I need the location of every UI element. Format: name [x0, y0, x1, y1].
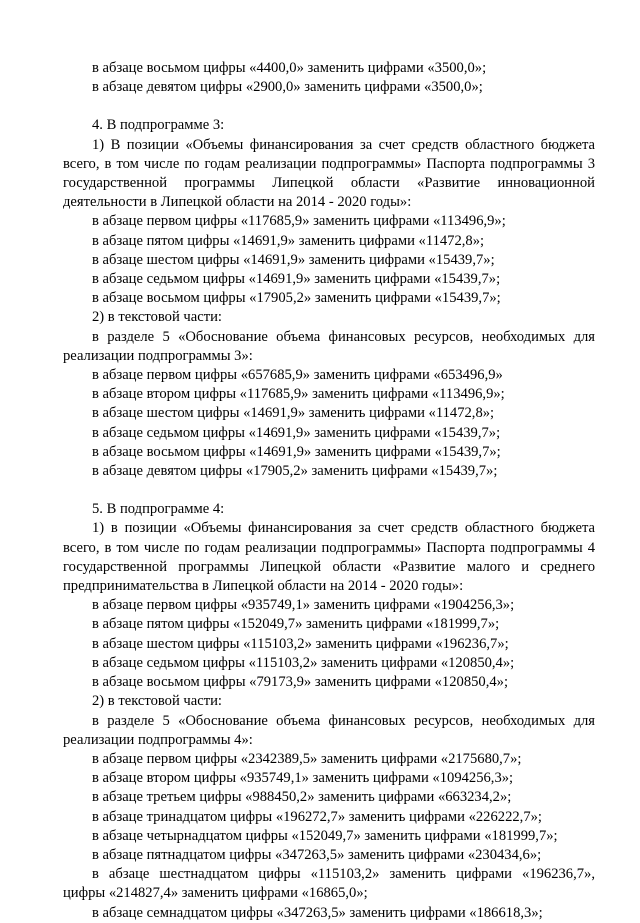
text-line: в абзаце пятом цифры «14691,9» заменить цифрами «11472,8»;: [92, 232, 485, 249]
text-line: в абзаце шестом цифры «14691,9» заменить цифрами «11472,8»;: [92, 405, 495, 422]
text-line: в абзаце семнадцатом цифры «347263,5» заменить цифрами «186618,3»;: [92, 904, 543, 921]
text-line: в абзаце седьмом цифры «14691,9» заменить цифрами «15439,7»;: [92, 271, 501, 288]
subsection-heading: 2) в текстовой части:: [92, 309, 222, 326]
text-line: в абзаце шестом цифры «115103,2» заменить цифрами «196236,7»;: [92, 635, 509, 652]
paragraph-gap: [63, 481, 595, 500]
text-line: в абзаце первом цифры «935749,1» заменить цифрами «1904256,3»;: [92, 597, 515, 614]
paragraph: 1) в позиции «Объемы финансирования за счет средств областного бюджета всего, в том числе по годам реализации подпрограммы» Паспорта подпрограммы 4 государственной программы Липецкой области «Развитие малого и среднего предпринимательства в Липецкой области на 2014 - 2020 годы»:: [63, 520, 595, 595]
text-line: в абзаце пятнадцатом цифры «347263,5» заменить цифрами «230434,6»;: [92, 846, 542, 863]
paragraph: в разделе 5 «Обоснование объема финансовых ресурсов, необходимых для реализации подпрограммы 4»:: [63, 712, 595, 748]
text-line: в абзаце третьем цифры «988450,2» заменить цифрами «663234,2»;: [92, 789, 512, 806]
text-line: в абзаце восьмом цифры «14691,9» заменить цифрами «15439,7»;: [92, 443, 501, 460]
text-line: в абзаце седьмом цифры «14691,9» заменить цифрами «15439,7»;: [92, 424, 501, 441]
text-line: в абзаце седьмом цифры «115103,2» заменить цифрами «120850,4»;: [92, 654, 515, 671]
text-line: в абзаце девятом цифры «17905,2» заменить цифрами «15439,7»;: [92, 463, 498, 480]
text-line: в абзаце восьмом цифры «4400,0» заменить цифрами «3500,0»;: [92, 60, 487, 76]
text-line: в абзаце первом цифры «657685,9» заменить цифрами «653496,9»: [92, 367, 503, 384]
paragraph: в разделе 5 «Обоснование объема финансовых ресурсов, необходимых для реализации подпрограммы 3»:: [63, 328, 595, 364]
text-line: в абзаце пятом цифры «152049,7» заменить цифрами «181999,7»;: [92, 616, 500, 633]
text-line: в абзаце шестом цифры «14691,9» заменить цифрами «15439,7»;: [92, 251, 495, 268]
paragraph: 1) В позиции «Объемы финансирования за счет средств областного бюджета всего, в том числе по годам реализации подпрограммы» Паспорта подпрограммы 3 государственной программы Липецкой области «Развитие инновационной деятельности в Липецкой области на 2014 - 2020 годы»:: [63, 136, 595, 211]
text-line: в абзаце девятом цифры «2900,0» заменить цифрами «3500,0»;: [92, 79, 483, 96]
text-line: в абзаце втором цифры «935749,1» заменить цифрами «1094256,3»;: [92, 770, 514, 787]
text-line: в абзаце втором цифры «117685,9» заменить цифрами «113496,9»;: [92, 386, 505, 403]
text-line: в абзаце первом цифры «117685,9» заменить цифрами «113496,9»;: [92, 213, 506, 230]
paragraph-gap: [63, 97, 595, 116]
paragraph: в абзаце шестнадцатом цифры «115103,2» заменить цифрами «196236,7», цифры «214827,4» заменить цифрами «16865,0»;: [63, 866, 595, 902]
document-body: [63, 59, 595, 923]
text-line: в абзаце четырнадцатом цифры «152049,7» заменить цифрами «181999,7»;: [92, 827, 558, 844]
text-line: в абзаце восьмом цифры «79173,9» заменить цифрами «120850,4»;: [92, 674, 509, 691]
text-line: в абзаце восьмом цифры «17905,2» заменить цифрами «15439,7»;: [92, 290, 501, 307]
text-line: в абзаце тринадцатом цифры «196272,7» заменить цифрами «226222,7»;: [92, 808, 542, 825]
subsection-heading: 2) в текстовой части:: [92, 693, 222, 710]
section-heading: 4. В подпрограмме 3:: [92, 117, 225, 134]
section-heading: 5. В подпрограмме 4:: [92, 501, 225, 518]
text-line: в абзаце первом цифры «2342389,5» заменить цифрами «2175680,7»;: [92, 750, 522, 767]
